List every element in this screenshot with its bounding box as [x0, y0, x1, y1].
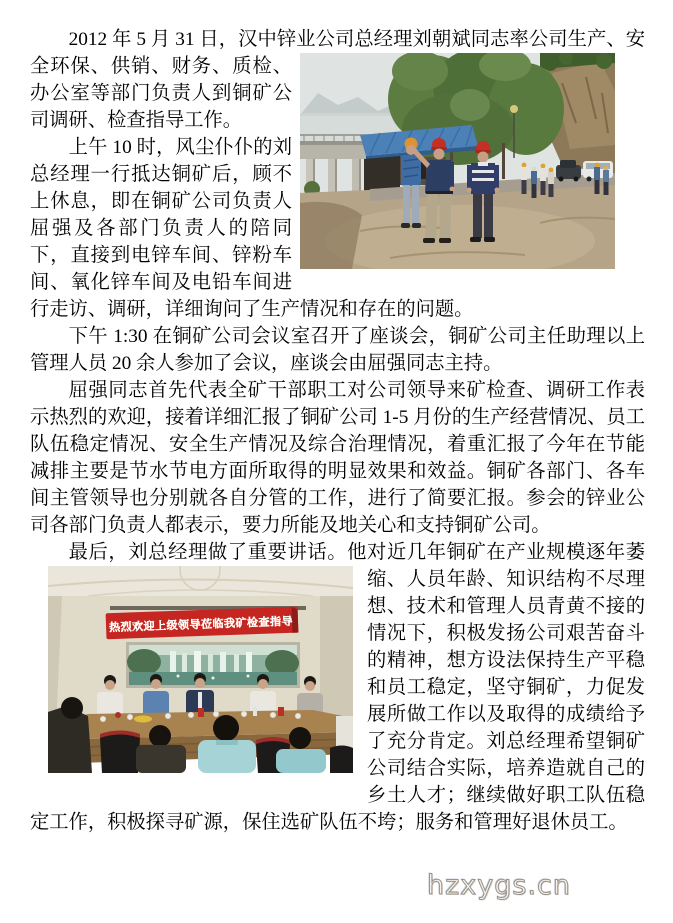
visitor	[521, 163, 527, 194]
visitor	[540, 164, 546, 195]
chair	[100, 735, 140, 774]
paragraph-2-text: 上午 10 时，风尘仆仆的刘总经理一行抵达铜矿后，顾不上休息，即在铜矿公司负责人屈强及各部门负责人的陪同下，直接到电锌车间、锌粉车间、氧化锌车间及电铅车间进行走访、调研，详细询问了生产情况和存在的问题。	[30, 137, 474, 320]
site-visit-photo-art	[300, 53, 615, 269]
paragraph-3	[30, 323, 645, 377]
visitor	[531, 167, 537, 198]
meeting-photo	[48, 566, 353, 773]
paragraph-5-text: 最后，刘总经理做了重要讲话。他对近几年铜矿在产业规模逐年萎缩、人员年龄、知识结构不尽理想、技术和管理人员青黄不接的情况下，积极发扬公司艰苦奋斗的精神，想方设法保持生产平稳和员工稳定，坚守铜矿，力促发展所做工作以及取得的成绩给予了充分肯定。刘总经理希望铜矿公司结合实际，培养造就自己的乡土人才；继续做好职工队伍稳定工作，积极探寻矿源，保住选矿队伍不垮；服务和管理好退休员工。	[30, 542, 645, 833]
paragraph-5	[30, 539, 645, 836]
visitor	[603, 166, 609, 195]
site-visit-photo	[300, 53, 615, 269]
ceiling	[48, 566, 353, 596]
paragraph-4	[30, 377, 645, 539]
paragraph-1	[30, 26, 645, 134]
paragraph-3-text: 下午 1:30 在铜矿公司会议室召开了座谈会，铜矿公司主任助理以上管理人员 20 余人参加了会议，座谈会由屈强同志主持。	[30, 326, 645, 374]
article-body	[30, 26, 645, 836]
paragraph-4-text: 屈强同志首先代表全矿干部职工对公司领导来矿检查、调研工作表示热烈的欢迎，接着详细汇报了铜矿公司 1-5 月份的生产经营情况、员工队伍稳定情况、安全生产情况及综合治理情况，着重汇报了今年在节能减排主要是节水节电方面所取得的明显效果和效益。铜矿各部门、各车间主管领导也分别就各自分管的工作，进行了简要汇报。参会的锌业公司各部门负责人都表示，要力所能及地关心和支持铜矿公司。	[30, 380, 645, 536]
site-watermark: hzxygs.cn	[427, 870, 571, 901]
bananas	[134, 716, 152, 723]
chair	[330, 746, 353, 774]
meeting-photo-art	[48, 566, 353, 773]
visitor	[548, 168, 554, 197]
paragraph-1-text: 2012 年 5 月 31 日，汉中锌业公司总经理刘朝斌同志率公司生产、安全环保、供销、财务、质检、办公室等部门负责人到铜矿公司调研、检查指导工作。	[30, 29, 645, 131]
banner-text: 热烈欢迎上级领导莅临我矿检查指导	[108, 615, 294, 635]
visitor	[594, 163, 600, 194]
